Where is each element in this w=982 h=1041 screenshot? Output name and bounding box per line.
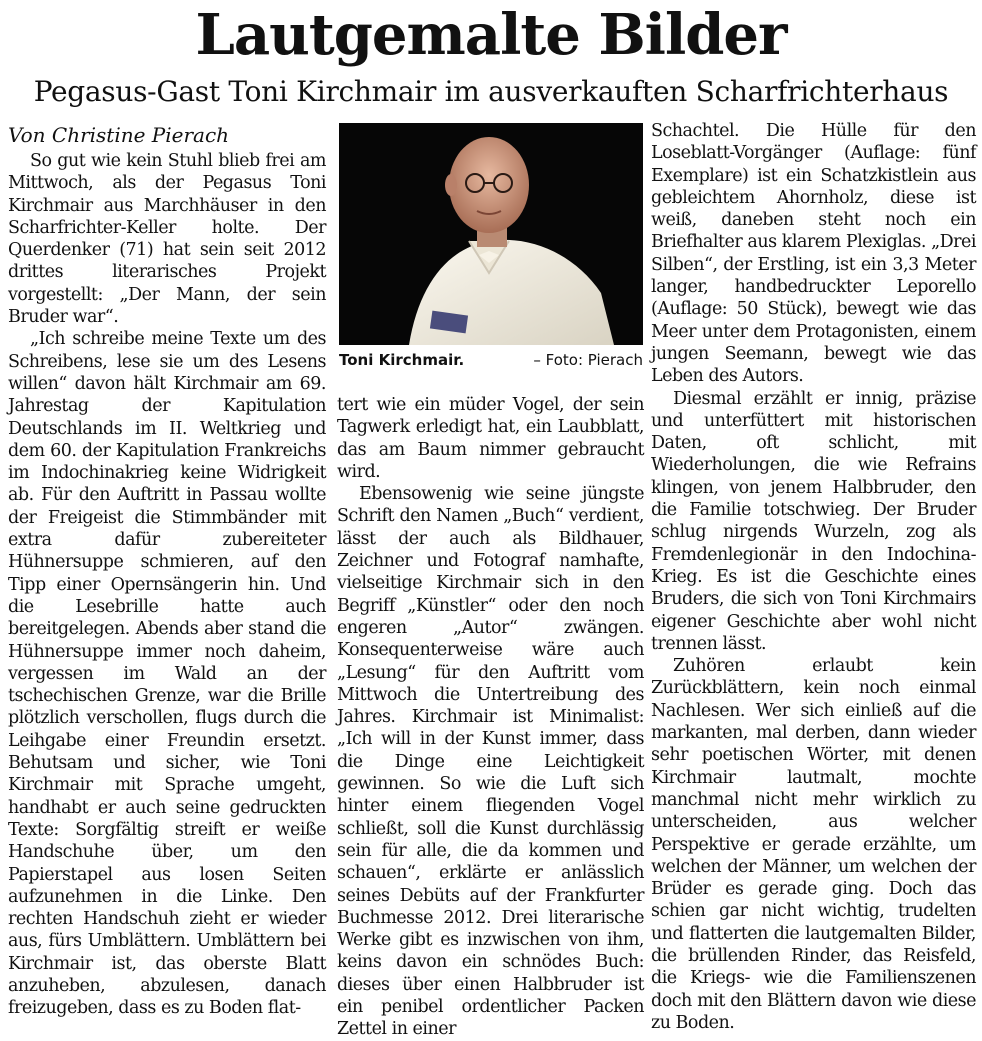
paragraph: Zuhören erlaubt kein Zurückblättern, kein noch einmal Nachlesen. Wer sich einließ auf die markanten, mal derben, dann wieder sehr poetischen Wörter, mit denen Kirchmair lautmalt, mochte manchmal nicht mehr wirklich zu unterscheiden, aus welcher Perspektive er gerade erzählte, um welchen der Männer, um welchen der Brüder es gerade ging. Doch das schien gar nicht wichtig, trudelten und flatterten die lautgemalten Bilder, die brüllenden Rinder, das Reisfeld, die Kriegs- wie die Familienszenen doch mit den Blättern davon wie diese zu Boden.: [651, 656, 976, 1033]
paragraph: „Ich schreibe meine Texte um des Schreibens, lese sie um des Lesens willen“ davon hält Kirchmair am 69. Jahrestag der Kapitulation Deutschlands im II. Weltkrieg und dem 60. der Kapitulation Frankreichs im Indochinakrieg keine Widrigkeit ab. Für den Auftritt in Passau wollte der Freigeist die Stimmbänder mit extra dafür zubereiteter Hühnersuppe schmieren, auf den Tipp einer Opernsängerin hin. Und die Lesebrille hatte auch bereitgelegen. Abends aber stand die Hühnersuppe immer noch daheim, vergessen im Wald an der tschechischen Grenze, war die Brille plötzlich verschollen, flugs durch die Leihgabe einer Freundin ersetzt. Behutsam und sicher, wie Toni Kirchmair mit Sprache umgeht, handhabt er auch seine gedruckten Texte: Sorgfältig streift er weiße Handschuhe über, um den Papierstapel aus losen Seiten aufzunehmen in die Linke. Den rechten Handschuh zieht er wieder aus, fürs Umblättern. Umblättern bei Kirchmair ist, das oberste Blatt anzuheben, abzulesen, danach freizugeben, dass es zu Boden flat-: [8, 329, 326, 1019]
caption-name: Toni Kirchmair.: [339, 351, 465, 369]
article-column-2: [337, 394, 644, 1041]
article-column-1: [8, 150, 326, 1020]
portrait-photo: [339, 123, 643, 345]
byline: Von Christine Pierach: [8, 123, 230, 147]
caption-credit: – Foto: Pierach: [533, 351, 643, 369]
headline: Lautgemalte Bilder: [195, 2, 787, 68]
paragraph: Ebensowenig wie seine jüngste Schrift den Namen „Buch“ verdient, lässt der auch als Bildhauer, Zeichner und Fotograf namhafte, vielseitige Kirchmair sich in den Begriff „Künstler“ oder den noch engeren „Autor“ zwängen. Konsequenterweise wäre auch „Lesung“ für den Auftritt vom Mittwoch die Untertreibung des Jahres. Kirchmair ist Minimalist: „Ich will in der Kunst immer, dass die Dinge eine Leichtigkeit gewinnen. So wie die Luft sich hinter einem fliegenden Vogel schließt, soll die Kunst durchlässig sein für alle, die da kommen und schauen“, erklärte er anlässlich seines Debüts auf der Frankfurter Buchmesse 2012. Drei literarische Werke gibt es inzwischen von ihm, keins davon ein schnödes Buch: dieses über einen Halbbruder ist ein penibel ordentlicher Packen Zettel in einer: [337, 484, 644, 1040]
photo-caption: [339, 350, 643, 370]
article-column-3: [651, 120, 976, 1034]
paragraph: So gut wie kein Stuhl blieb frei am Mittwoch, als der Pegasus Toni Kirchmair aus Marchhäuser in den Scharfrichter-Keller holte. Der Querdenker (71) hat sein seit 2012 drittes literarisches Projekt vorgestellt: „Der Mann, der sein Bruder war“.: [8, 151, 326, 328]
portrait-photo-illustration: [339, 123, 643, 345]
paragraph: tert wie ein müder Vogel, der sein Tagwerk erledigt hat, ein Laubblatt, das am Baum nimmer gebraucht wird.: [337, 395, 644, 482]
paragraph: Diesmal erzählt er innig, präzise und unterfüttert mit historischen Daten, oft schlicht, mit Wiederholungen, die wie Refrains klingen, von jenem Halbbruder, den die Familie totschwieg. Der Bruder schlug nirgends Wurzeln, zog als Fremdenlegionär in den Indochina-Krieg. Es ist die Geschichte eines Bruders, die sich von Toni Kirchmairs eigener Geschichte aber wohl nicht trennen lässt.: [651, 388, 976, 654]
subheadline: Pegasus-Gast Toni Kirchmair im ausverkauften Scharfrichterhaus: [33, 75, 949, 108]
paragraph: Schachtel. Die Hülle für den Loseblatt-Vorgänger (Auflage: fünf Exemplare) ist ein Schatzkistlein aus gebleichtem Ahornholz, diese ist weiß, daneben steht noch ein Briefhalter aus klarem Plexiglas. „Drei Silben“, der Erstling, ist ein 3,3 Meter langer, handbedruckter Leporello (Auflage: 50 Stück), bewegt wie das Meer unter dem Protagonisten, einem jungen Seemann, bewegt wie das Leben des Autors.: [651, 121, 976, 387]
